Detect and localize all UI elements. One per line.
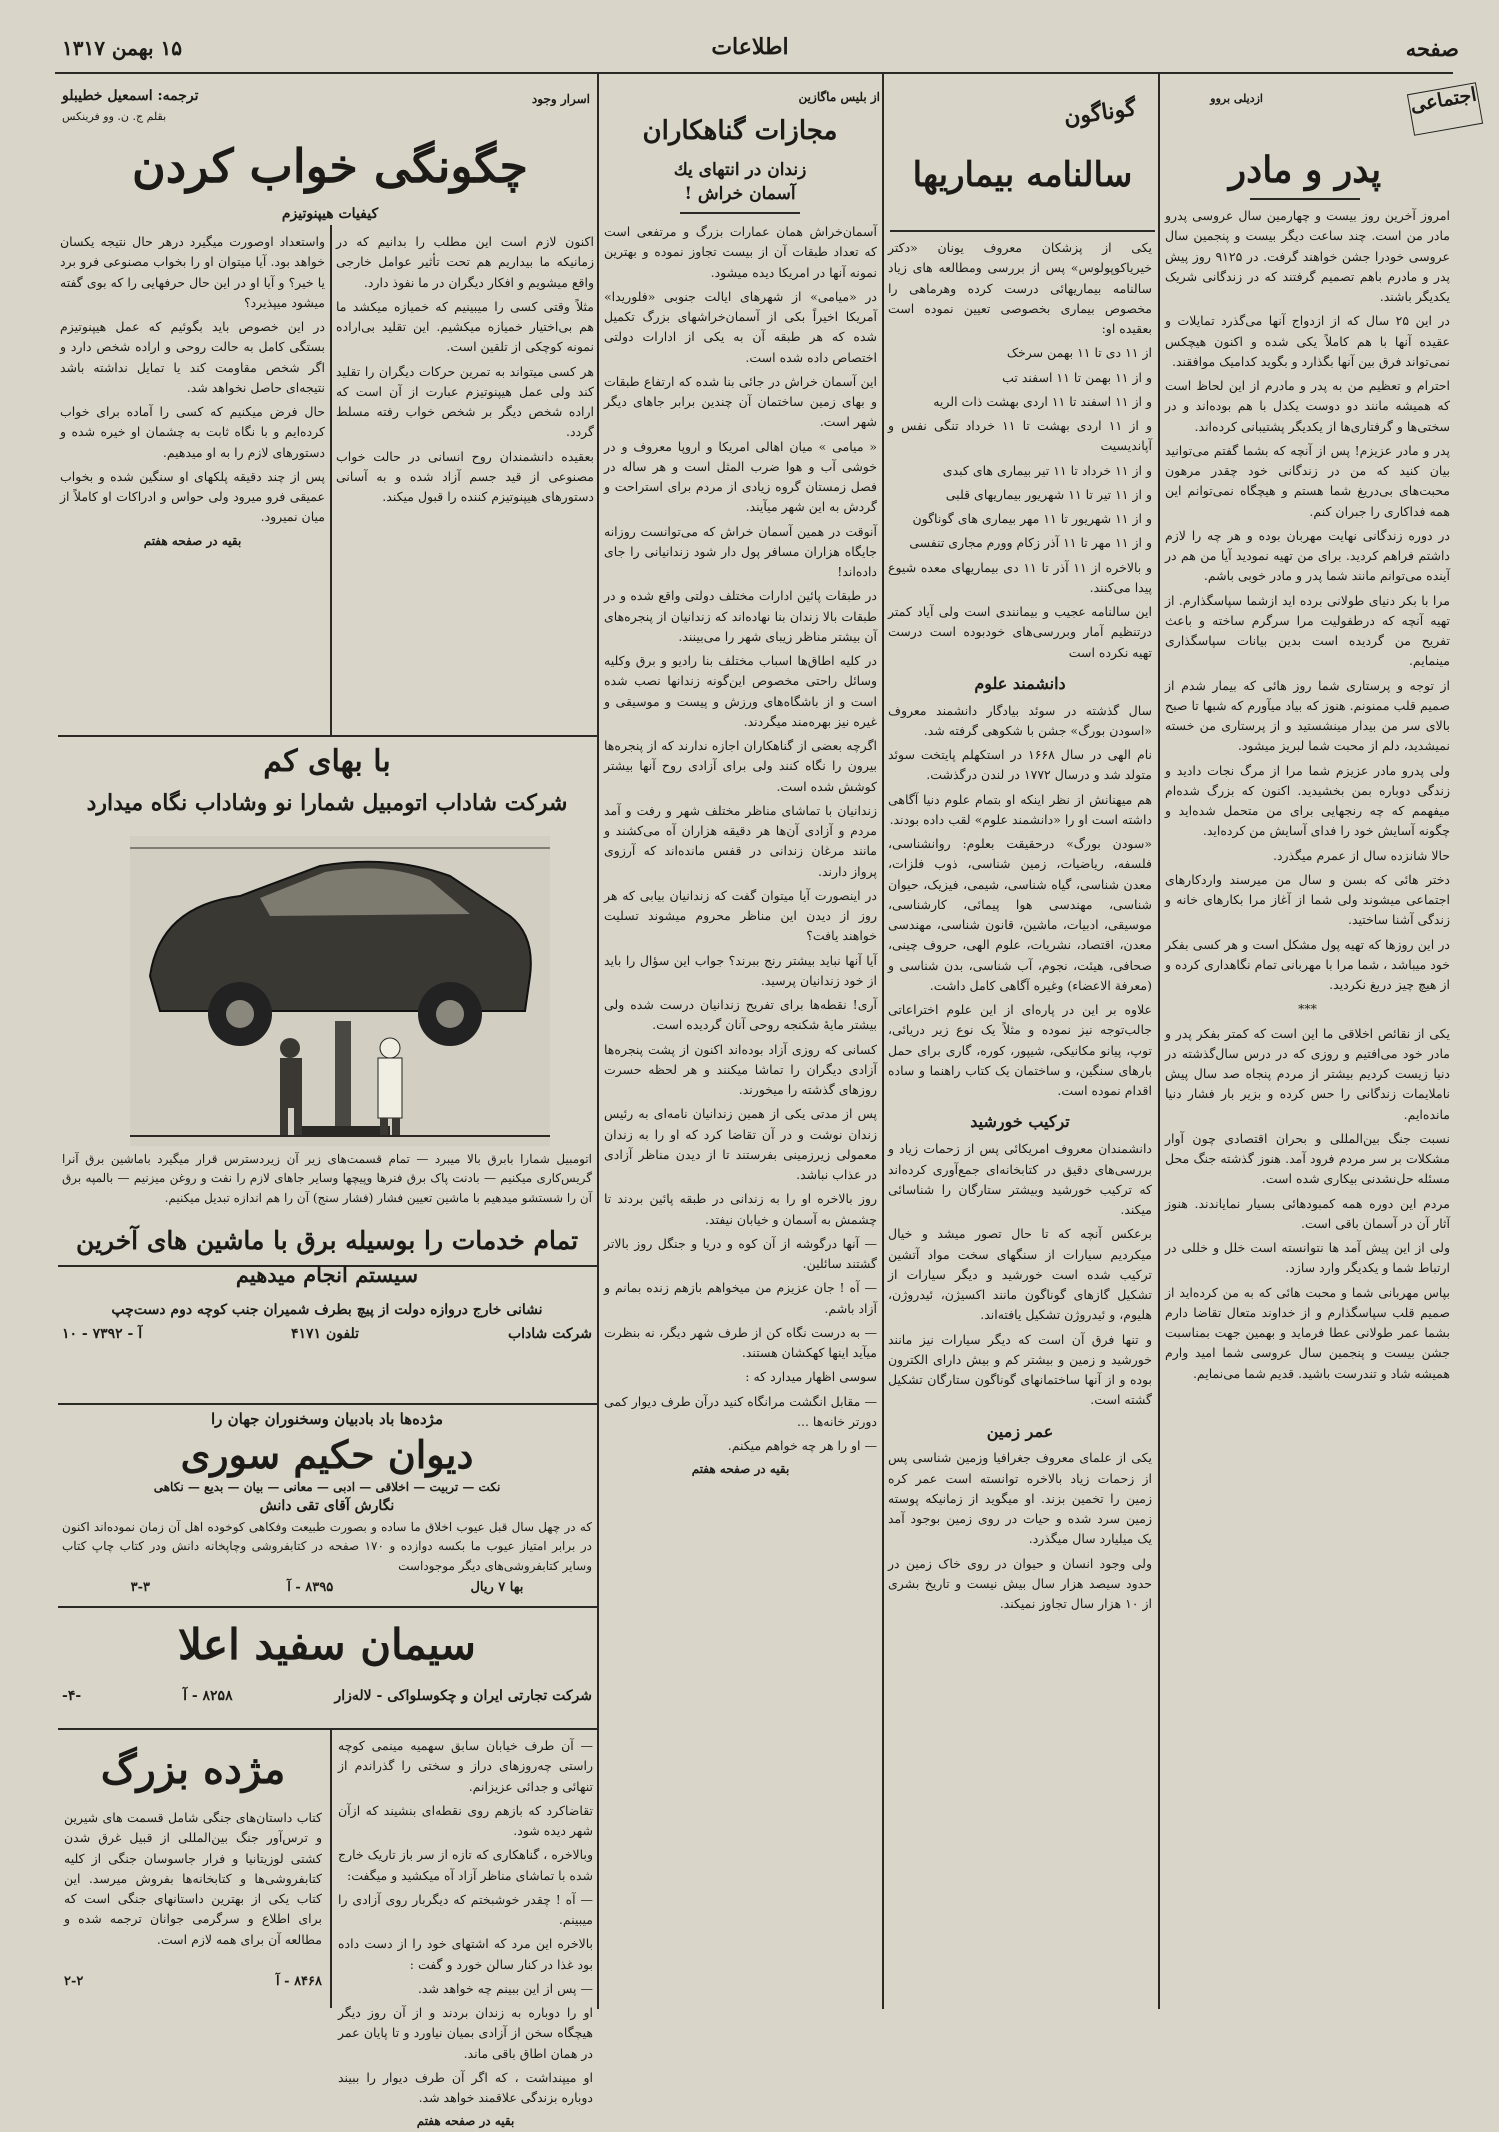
section-rule [58,1403,598,1405]
column-divider [882,74,884,2009]
cement-code: ۸۲۵۸ - آ [183,1688,233,1704]
masthead-rule [55,72,1453,74]
sleep-pen: بقلم ج. ن. وو فرینکس [62,110,167,123]
car-ad-company: شرکت شاداب [507,1326,592,1342]
good-news-codes [64,1974,322,1996]
misc-article: یکی از پزشکان معروف یونان «دکتر خیریاکوپولوس» پس از بررسی ومطالعه های زیاد سالنامه بیماریهائی درست کرده وهرماهی را مخصوص بیماری بخصوصی تعیین نموده است بعقیده او: از ۱۱ دی تا ۱۱ بهمن سرخک و از ۱۱ بهمن تا ۱۱ اسفند تب و از ۱۱ اسفند تا ۱۱ اردی بهشت ذات الریه و از ۱۱ اردی بهشت تا ۱۱ خرداد تنگی نفس و آپاندیسیت و از ۱۱ خرداد تا ۱۱ تیر بیماری های کبدی و از ۱۱ تیر تا ۱۱ شهریور بیماریهای قلبی و از ۱۱ شهریور تا ۱۱ مهر بیماری های گوناگون و از ۱۱ مهر تا ۱۱ آذر زکام وورم مجاری تنفسی و بالاخره از ۱۱ آذر تا ۱۱ دی بیماریهای معده شیوع پیدا می‌کنند. این سالنامه عجیب و بیمانندی است ولی آیاد کمتر درتنظیم آمار وبررسی‌های خودبوده است درست تهیه نکرده است دانشمند علوم سال گذشته در سوئد بیادگار دانشمند معروف «اسودن بورگ» جشن با شکوهی گرفته شد. نام الهی در سال ۱۶۶۸ در استکهلم پایتخت سوئد متولد شد و درسال ۱۷۷۲ در لندن درگذشت. هم میهنانش از نظر اینکه او بتمام علوم دنیا آگاهی داشته است او را «دانشمند علوم» لقب داده بودند. «سودن بورگ» درحقیقت بعلوم: روانشناسی، فلسفه، ریاضیات، زمین شناسی، ذوب فلزات، معدن شناسی، گیاه شناسی، شیمی، فیزیک، حیوان شناسی، مهندسی هوا پیمائی، کارشناسی، موسیقی، ادبیات، ماشین، قانون شناسی، مهندسی معدن، اقتصاد، نشریات، علوم الهی، حروف چینی، صحافی، هیئت، نجوم، آب شناسی، بدن شناسی و (معرفة الاعضاء) وغیره آگاهی کامل داشت. علاوه بر این در پاره‌ای از این علوم اختراعاتی جالب‌توجه نیز نموده و مثلاً یک نوع زیر دریائی، توپ، پیانو مکانیکی، شیپور، کوره، گاری برای حمل بارهای سنگین، و ساختمان یک کتاب راهنما و ساده اقدام نموده است. ترکیب خورشید دانشمندان معروف امریکائی پس از زحمات زیاد و بررسی‌های دقیق در کتابخانه‌ای جمع‌آوری کرده‌اند که ترکیب خورشید وبیشتر ستارگان را شناسائی میکند. برعکس آنچه که تا حال تصور میشد و خیال میکردیم سیارات از سنگهای سخت مواد آتشین ترکیب شده است خورشید و دیگر سیارات از تشکیل گازهای گوناگون مانند اکسیژن، ئیدروژن، هلیوم، و ئیدروژن تشکیل یافته‌اند. و تنها فرق آن است که دیگر سیارات نیز مانند خورشید و زمین و بیشتر کم و بیش دارای الکترون بوده و از آنها ساختمانهای گوناگون ستارگان تشکیل گشته است. عمر زمین یکی از علمای معروف جغرافیا وزمین شناسی پس از زحمات زیاد بالاخره توانسته است عمر کره زمین را تخمین بزند. او میگوید از زمانیکه پوسته زمین سرد شده و حیات در روی زمین بوجود آمد یک میلیارد سال میگذرد. ولی وجود انسان و حیوان در روی خاک زمین در حدود سیصد هزار سال بیش نیست و تاریخ بشری از ۱۰ هزار سال تجاوز نمیکند. [888,240,1152,1612]
diwan-intro: مژده‌ها باد بادبیان وسخنوران جهان را [211,1410,443,1428]
sinners-source: از بلیس ماگازین [798,90,880,104]
good-news-title: مژده بزرگ [100,1746,286,1793]
sleep-footer: بقیه در صفحه هفتم [143,533,242,548]
car-ad-headline3: سیستم انجام میدهیم [235,1262,419,1287]
good-news-code: ۸۴۶۸ - آ [276,1974,322,1989]
cement-code2: -۴- [62,1688,82,1704]
sinners-headline: مجازات گناهکاران [642,116,838,146]
car-lift-illustration [130,836,550,1146]
misc-sec3-title: ترکیب خورشید [970,1112,1070,1132]
diwan-price: بها ۷ ریال [470,1580,524,1595]
sleep-col-b: اکنون لازم است این مطلب را بدانیم که در زمانیکه ما بیداریم هم تحت تأثیر عوامل خارجی واقع میشویم و افکار دیگران در ما نفوذ دارد. مثلاً وقتی کسی را میبینیم که خمیازه میکشد ما هم بی‌اختیار خمیازه میکشیم. این تقلید بی‌اراده نمونه کوچکی از تلقین است. هر کسی میتواند به تمرین حرکات دیگران را تقلید کند ولی عمل هیپنوتیزم عبارت از آن است که اراده شخص دیگر بر شخص خواب رفته مسلط گردد. بعقیده دانشمندان روح انسانی در حالت خواب مصنوعی از قید جسم آزاد شده و به آسانی دستورهای هیپنوتیزم کننده را قبول میکند. [336,234,594,504]
dialogue-footer: بقیه در صفحه هفتم [416,2114,515,2129]
car-ad-body: اتومبیل شمارا بابرق بالا میبرد — تمام قسمت‌های زیر آن زیردسترس قرار میگیرد باماشین برق آنرا گریس‌کاری میکنیم — بادنت پاک برق فنرها وپیچها وسایر جاهای لازم را نفت و روغن میزنیم — بالمپه برق آن را شستشو میدهیم با ماشین تعیین فشار (فشار سنج) آن را هم اندازه تبدیل میکنیم. [62,1152,592,1205]
headline-rule [1250,198,1360,200]
social-article: امروز آخرین روز بیست و چهارمین سال عروسی پدرو مادر من است. چند ساعت دیگر بیست و پنجمین سال عروسی خودرا جشن خواهند گرفت. در ۹۱۲۵ روز پیش پدر و مادرم باهم تصمیم گرفتند که در زندگانی شریک یکدیگر باشند. در این ۲۵ سال که از ازدواج آنها می‌گذرد تمایلات و عقیده آنها با هم کاملاً یکی شده و اکنون هیچکس نمی‌تواند فرق بین آنها بگذارد و بگوید کدامیک موافقند. احترام و تعظیم من به پدر و مادرم از این لحاظ است که همیشه مانند دو دوست یکدل با هم بوده‌اند و در سختی‌ها و گرفتاری‌ها از یکدیگر پشتیبانی کرده‌اند. پدر و مادر عزیزم! پس از آنچه که بشما گفتم می‌توانید بیان کنید که من در زندگانی خود چقدر مرهون محبت‌های بی‌دریغ شما هستم و هیچگاه نمی‌توانم این همه فداکاری را جبران کنم. در دوره زندگانی نهایت مهربان بوده و هر چه را لازم داشتم فراهم کردید. برای من تهیه نمودید آیا من هم در آینده می‌توانم مانند شما پدر و مادر خوبی باشم. مرا با بکر دنیای طولانی برده اید ازشما سپاسگذارم. از تهیه آنچه که درطفولیت مرا سرگرم ساخته و باعث تفریح من گردیده است بدین بیانات سپاسگذاری مینمایم. از توجه و پرستاری شما روز هائی که بیمار شدم از صمیم قلب ممنونم. هنوز که بیاد میآورم که شبها تا صبح بالای سر من بیدار مینشستید و از پرستاری من خسته نمیشدید، دلم از محبت شما لبریز میشود. ولی پدرو مادر عزیزم شما مرا از مرگ نجات دادید و زندگی دوباره بمن بخشیدید. اکنون که بزرگ شده‌ام میفهمم که چه رنجهایی برای من متحمل شده‌اید و چگونه آسایش خود را فدای آسایش من کرده‌اید. حالا شانزده سال از عمرم میگذرد. دختر هائی که بسن و سال من میرسند واردکارهای اجتماعی میشوند ولی شما از آغاز مرا بکارهای خانه و زندگی آشنا ساختید. در این روزها که تهیه پول مشکل است و هر کسی بفکر خود میباشد ، شما مرا با مهربانی تمام نگاهداری کرده و از هیچ چیز دریغ نکردید. *** یکی از نقائص اخلاقی ما این است که کمتر بفکر پدر و مادر خود می‌افتیم و روزی که در درس سال‌گذشته در دنیا زیست کردیم بیشتر از مردم پنجاه صد سال پیش ناملایمات زندگانی را حس کرده و بزیر بار فشار دنیا مانده‌ایم. نسبت جنگ بین‌المللی و بحران اقتصادی چون آوار مشکلات بر سر مردم فرود آمد. هنوز گذشته جنگ محل مسئله حل‌نشدنی بیکاری شده است. مردم این دوره همه کمبودهائی بسیار نمایاندند. هنوز آثار آن در آسمان باقی است. ولی از این پیش آمد ها نتوانسته است خلل و خللی در ارتباط شما و یکدیگر وارد سازد. بپاس مهربانی شما و محبت هائی که به من کرده‌اید از صمیم قلب سپاسگذارم و از خداوند متعال تقاضا دارم بشما عمر طولانی عطا فرماید و بهمین جهت بمناسبت جشن بیست و پنجمین سال عروسی شما امید وارم همیشه شاد و تندرست باشید. قدیم شما می‌نمایم. [1165,208,1450,1381]
sleep-subhead: کیفیات هیپنوتیزم [281,206,379,222]
car-ad-contact-row [62,1326,592,1356]
sleep-col-a: واستعداد اوصورت میگیرد درهر حال نتیجه یکسان خواهد بود. آیا میتوان او را بخواب مصنوعی فرو برد یا خیر؟ و آیا او در این حال حرفهایی را که بوی گفته میشود میپذیرد؟ در این خصوص باید بگوئیم که عمل هیپنوتیزم بستگی کامل به حالت روحی و اراده شخص دارد و اگر شخص مقاومت کند یا تمایل نداشته باشد نتیجه‌ای حاصل نخواهد شد. حال فرض میکنیم که کسی را آماده برای خواب کرده‌ایم و با نگاه ثابت به چشمان او خیره شده و دستورهای لازم را به او میدهیم. پس از چند دقیقه پلکهای او سنگین شده و بخواب عمیقی فرو میرود ولی حواس و ادراکات او کاملاً از میان نمیرود. بقیه در صفحه هفتم [60,232,325,732]
dialogue-article: — آن طرف خیابان سابق سهمیه مینمی کوچه راستی چه‌روزهای دراز و سختی را گذراندم از تنهائی و جدائی عزیزانم. تقاضاکرد که بازهم روی نقطه‌ای بنشیند که ازآن شهر دیده شود. وبالاخره ، گناهکاری که تازه از سر باز تاریک خارج شده با تماشای مناظر آزاد آه میکشید و میگفت: — آه ! چقدر خوشبختم که دیگربار روی آزادی را میبینم. بالاخره این مرد که اشتهای خود را از دست داده بود غذا در کنار سالن خورد و گفت : — پس از این ببینم چه خواهد شد. او را دوباره به زندان بردند و از آن روز دیگر هیچگاه سخن از آزادی بمیان نیاورد و تا پایان عمر در همان اطاق باقی ماند. او میپنداشت ، که اگر آن طرف دیوار را ببیند دوباره بزندگی علاقمند خواهد شد. بقیه در صفحه هفتم [338,1736,593,2004]
misc-sec4-title: عمر زمین [986,1421,1054,1441]
column-divider [1158,74,1160,2009]
sinners-article: آسمان‌خراش همان عمارات بزرگ و مرتفعی است که تعداد طبقات آن از بیست تجاوز نموده و بهترین نمونه آنها در امریکا دیده میشود. در «میامی» از شهرهای ایالت جنوبی «فلوریدا» آمریکا اخیراً بکی از آسمان‌خراشهای بزرگ تکمیل شده که هر طبقه آن به یکی از ادارات دولتی اختصاص داده شده است. این آسمان خراش در جائی بنا شده که ارتفاع طبقات و بهای زمین ساختمان آن چندین برابر جاهای دیگر شهر است. « میامی » میان اهالی امریکا و اروپا معروف و در خوشی آب و هوا ضرب المثل است و هر ساله در فصل زمستان گروه زیادی از مردم برای استراحت و گردش به این شهر میآیند. آنوقت در همین آسمان خراش که می‌توانست روزانه جایگاه هزاران مسافر پول دار شود زندانیانی را جای داده‌اند! در طبقات پائین ادارات مختلف دولتی واقع شده و در طبقات بالا زندان بنا نهاده‌اند که زندانیان از پنجره‌های آن بیشتر مناظر زیبای شهر را می‌بینند. در کلیه اطاق‌ها اسباب مختلف بنا رادیو و برق وکلیه وسائل راحتی مخصوص این‌گونه زندانها نصب شده است و از باشگاه‌های ورزش و پیست و موسیقی و غیره نیز بهره‌مند میگردند. اگرچه بعضی از گناهکاران اجازه ندارند که از پنجره‌ها بیرون را نگاه کنند ولی برای آزادی روح آنها بیشتر کوشش شده است. زندانیان با تماشای مناظر مختلف شهر و رفت و آمد مردم و آزادی آن‌ها هر دقیقه هزاران آه می‌کشند و مانند مرغان زندانی در قفس مانده‌اند که آرزوی پرواز دارند. در اینصورت آیا میتوان گفت که زندانیان بیابی که هر روز از دیدن این مناظر محروم میشوند تسلیت خواهند یافت؟ آیا آنها نباید بیشتر رنج ببرند؟ جواب این سؤال را باید از خود زندانیان پرسید. آری! نقطه‌ها برای تفریح زندانیان درست شده ولی بیشتر مایهٔ شکنجه روحی آنان گردیده است. کسانی که روزی آزاد بوده‌اند اکنون از پشت پنجره‌ها آزادی دیگران را تماشا میکنند و هر لحظه حسرت روزهای گذشته را میخورند. پس از مدتی یکی از همین زندانیان نامه‌ای به رئیس زندان نوشت و در آن تقاضا کرد که او را به زندان معمولی زیرزمینی بفرستند تا از دیدن مناظر آزادی در عذاب نباشد. روز بالاخره او را به زندانی در طبقه پائین بردند تا چشمش به آسمان و خیابان نیفتد. — آنها درگوشه از آن کوه و دریا و جنگل روز بالاتر گشتند سائلین. — آه ! جان عزیزم من میخواهم بازهم زنده بمانم و آزاد باشم. — به درست نگاه کن از طرف شهر دیگر، نه بنظرت میآید اینها کهکشان هستند. سوسی اظهار میدارد که : — مقابل انگشت ‌مرانگاه کنید درآن طرف دیوار کمی دورتر خانه‌ها ... — او را هر چه خواهم میکنم. بقیه در صفحه هفتم [604,222,877,2004]
cement-title: سیمان سفید اعلا [178,1620,476,1669]
misc-headline: سالنامه بیماریها [912,155,1133,195]
diwan-tags: نکت — تربیت — اخلاقی — ادبی — معانی — بیان — بدیع — نکاهی [153,1480,501,1494]
diwan-title: دیوان حکیم سوری [180,1432,474,1477]
car-ad-line2: شرکت شاداب اتومبیل شمارا نو وشاداب نگاه میدارد [86,790,568,816]
diwan-code: ۸۳۹۵ - آ [287,1580,334,1595]
section-rule [58,1606,598,1608]
page-label: صفحه [1405,36,1459,61]
social-source: ازدیلی بروو [1210,92,1263,105]
car-ad-phone: تلفون ۴۱۷۱ [291,1326,360,1342]
headline-rule [680,212,800,214]
car-ad-address: نشانی خارج دروازه دولت از پیچ بطرف شمیران جنب کوچه دوم دست‌چپ [111,1302,543,1318]
diwan-body: که در چهل سال قبل عیوب اخلاق ما ساده و بصورت طبیعت وفکاهی کوخوده اهل آن زمان نموده‌اند اکنون در برابر امتیاز عیوب ما بکسه دوازده و ۱۷۰ صفحه در کتابفروشی وچاپخانه دانش ودر کتاب چاپ کتاب وسایر کتابفروشی‌های دیگر موجوداست [62,1520,592,1573]
column-divider [597,74,599,2009]
misc-sec2-title: دانشمند علوم [974,673,1066,693]
sleep-translator: ترجمه: اسمعیل خطیبلو [62,88,199,104]
sinners-footer: بقیه در صفحه هفتم [691,1462,790,1477]
sinners-subhead-2: آسمان خراش ! [684,184,796,204]
sinners-subhead-1: زندان در انتهای یك [673,160,807,180]
paper-name: اطلاعات [711,34,789,60]
column-divider [330,225,332,735]
cement-company: شرکت تجارتی ایران و چکوسلواکی - لاله‌زار [334,1688,592,1704]
social-kicker: اجتماعی [1407,82,1483,136]
good-news-code2: ۲-۲ [64,1974,84,1989]
headline-rule [890,230,1155,232]
sleep-kicker: اسرار وجود [531,92,590,106]
car-ad-code: آ - ۷۳۹۲ - ۱۰ [62,1326,143,1342]
diwan-price-row [62,1580,592,1604]
issue-date: ۱۵ بهمن ۱۳۱۷ [62,36,182,60]
misc-kicker: گوناگون [1062,95,1138,131]
good-news-body: کتاب داستان‌های جنگی شامل قسمت های شیرین و ترس‌آور جنگ بین‌المللی از قبیل غرق شدن کشتی لوزیتانیا و فرار جاسوسان جنگی از کلیه کتابفروشی‌ها و کتابخانه‌ها بفروش میرسد. این کتاب یکی از بهترین داستانهای جنگی است که برای اطلاع و سرگرمی جوانان ترجمه شده و مطالعه آن برای همه لازم است. [64,1810,322,1947]
cement-footer-row [62,1688,592,1714]
column-divider [330,1728,332,2008]
section-rule [58,735,598,737]
diwan-code2: ۳-۳ [130,1580,150,1595]
social-headline: پدر و مادر [1228,149,1382,191]
section-rule [58,1728,598,1730]
sleep-headline: چگونگی خواب کردن [131,139,528,193]
diwan-author: نگارش آقای تقی دانش [259,1498,395,1514]
car-ad-headline2: تمام خدمات را بوسیله برق با ماشین های آخرین [75,1226,579,1255]
car-ad-line1: با بهای کم [263,744,391,779]
